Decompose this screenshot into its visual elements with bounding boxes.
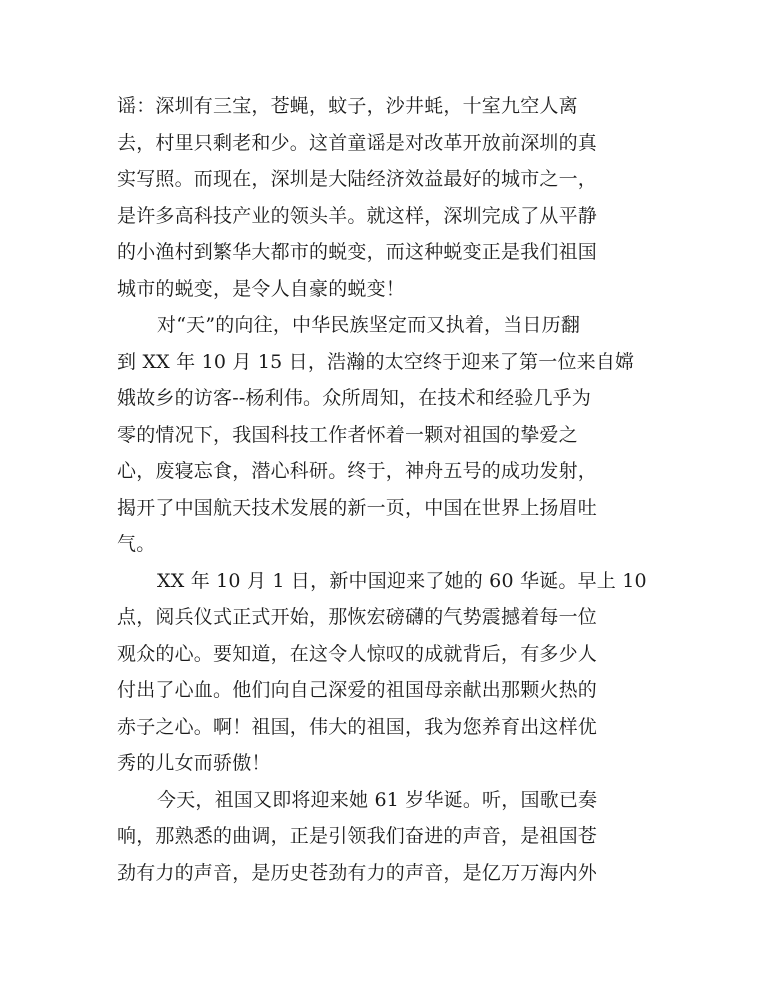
- text-line: 零的情况下，我国科技工作者怀着一颗对祖国的挚爱之: [117, 423, 578, 446]
- paragraph-start-line: XX 年 10 月 1 日，新中国迎来了她的 60 华诞。早上 10: [157, 569, 647, 592]
- text-line: 揭开了中国航天技术发展的新一页，中国在世界上扬眉吐: [117, 496, 598, 519]
- paragraph-start-line: 对“天”的向往，中华民族坚定而又执着，当日历翻: [157, 314, 581, 336]
- text-line: 点，阅兵仪式正式开始，那恢宏磅礴的气势震撼着每一位: [117, 606, 598, 628]
- text-line: 付出了心血。他们向自己深爱的祖国母亲献出那颗火热的: [117, 679, 598, 701]
- text-line: 谣：深圳有三宝，苍蝇，蚊子，沙井蚝，十室九空人离: [117, 95, 578, 117]
- text-line: 娥故乡的访客--杨利伟。众所周知，在技术和经验几乎为: [117, 387, 592, 409]
- text-line: 劲有力的声音，是历史苍劲有力的声音，是亿万万海内外: [117, 861, 598, 884]
- text-line: 实写照。而现在，深圳是大陆经济效益最好的城市之一，: [117, 168, 598, 190]
- text-line: 去，村里只剩老和少。这首童谣是对改革开放前深圳的真: [117, 131, 598, 154]
- text-line: 观众的心。要知道，在这令人惊叹的成就背后，有多少人: [117, 642, 598, 665]
- text-line: 心，废寝忘食，潜心科研。终于，神舟五号的成功发射，: [117, 460, 598, 482]
- text-line: 城市的蜕变，是令人自豪的蜕变！: [117, 277, 406, 300]
- text-line: 气。: [117, 533, 156, 555]
- paragraph-start-line: 今天，祖国又即将迎来她 61 岁华诞。听，国歌已奏: [157, 788, 598, 811]
- text-line: 到 XX 年 10 月 15 日，浩瀚的太空终于迎来了第一位来自嫦: [117, 350, 635, 373]
- text-line: 的小渔村到繁华大都市的蜕变，而这种蜕变正是我们祖国: [117, 241, 598, 263]
- body-text: [117, 88, 657, 891]
- text-line: 秀的儿女而骄傲！: [117, 752, 271, 774]
- text-line: 赤子之心。啊！祖国，伟大的祖国，我为您养育出这样优: [117, 715, 598, 738]
- text-line: 是许多高科技产业的领头羊。就这样，深圳完成了从平静: [117, 204, 598, 227]
- text-line: 响，那熟悉的曲调，正是引领我们奋进的声音，是祖国苍: [117, 825, 598, 847]
